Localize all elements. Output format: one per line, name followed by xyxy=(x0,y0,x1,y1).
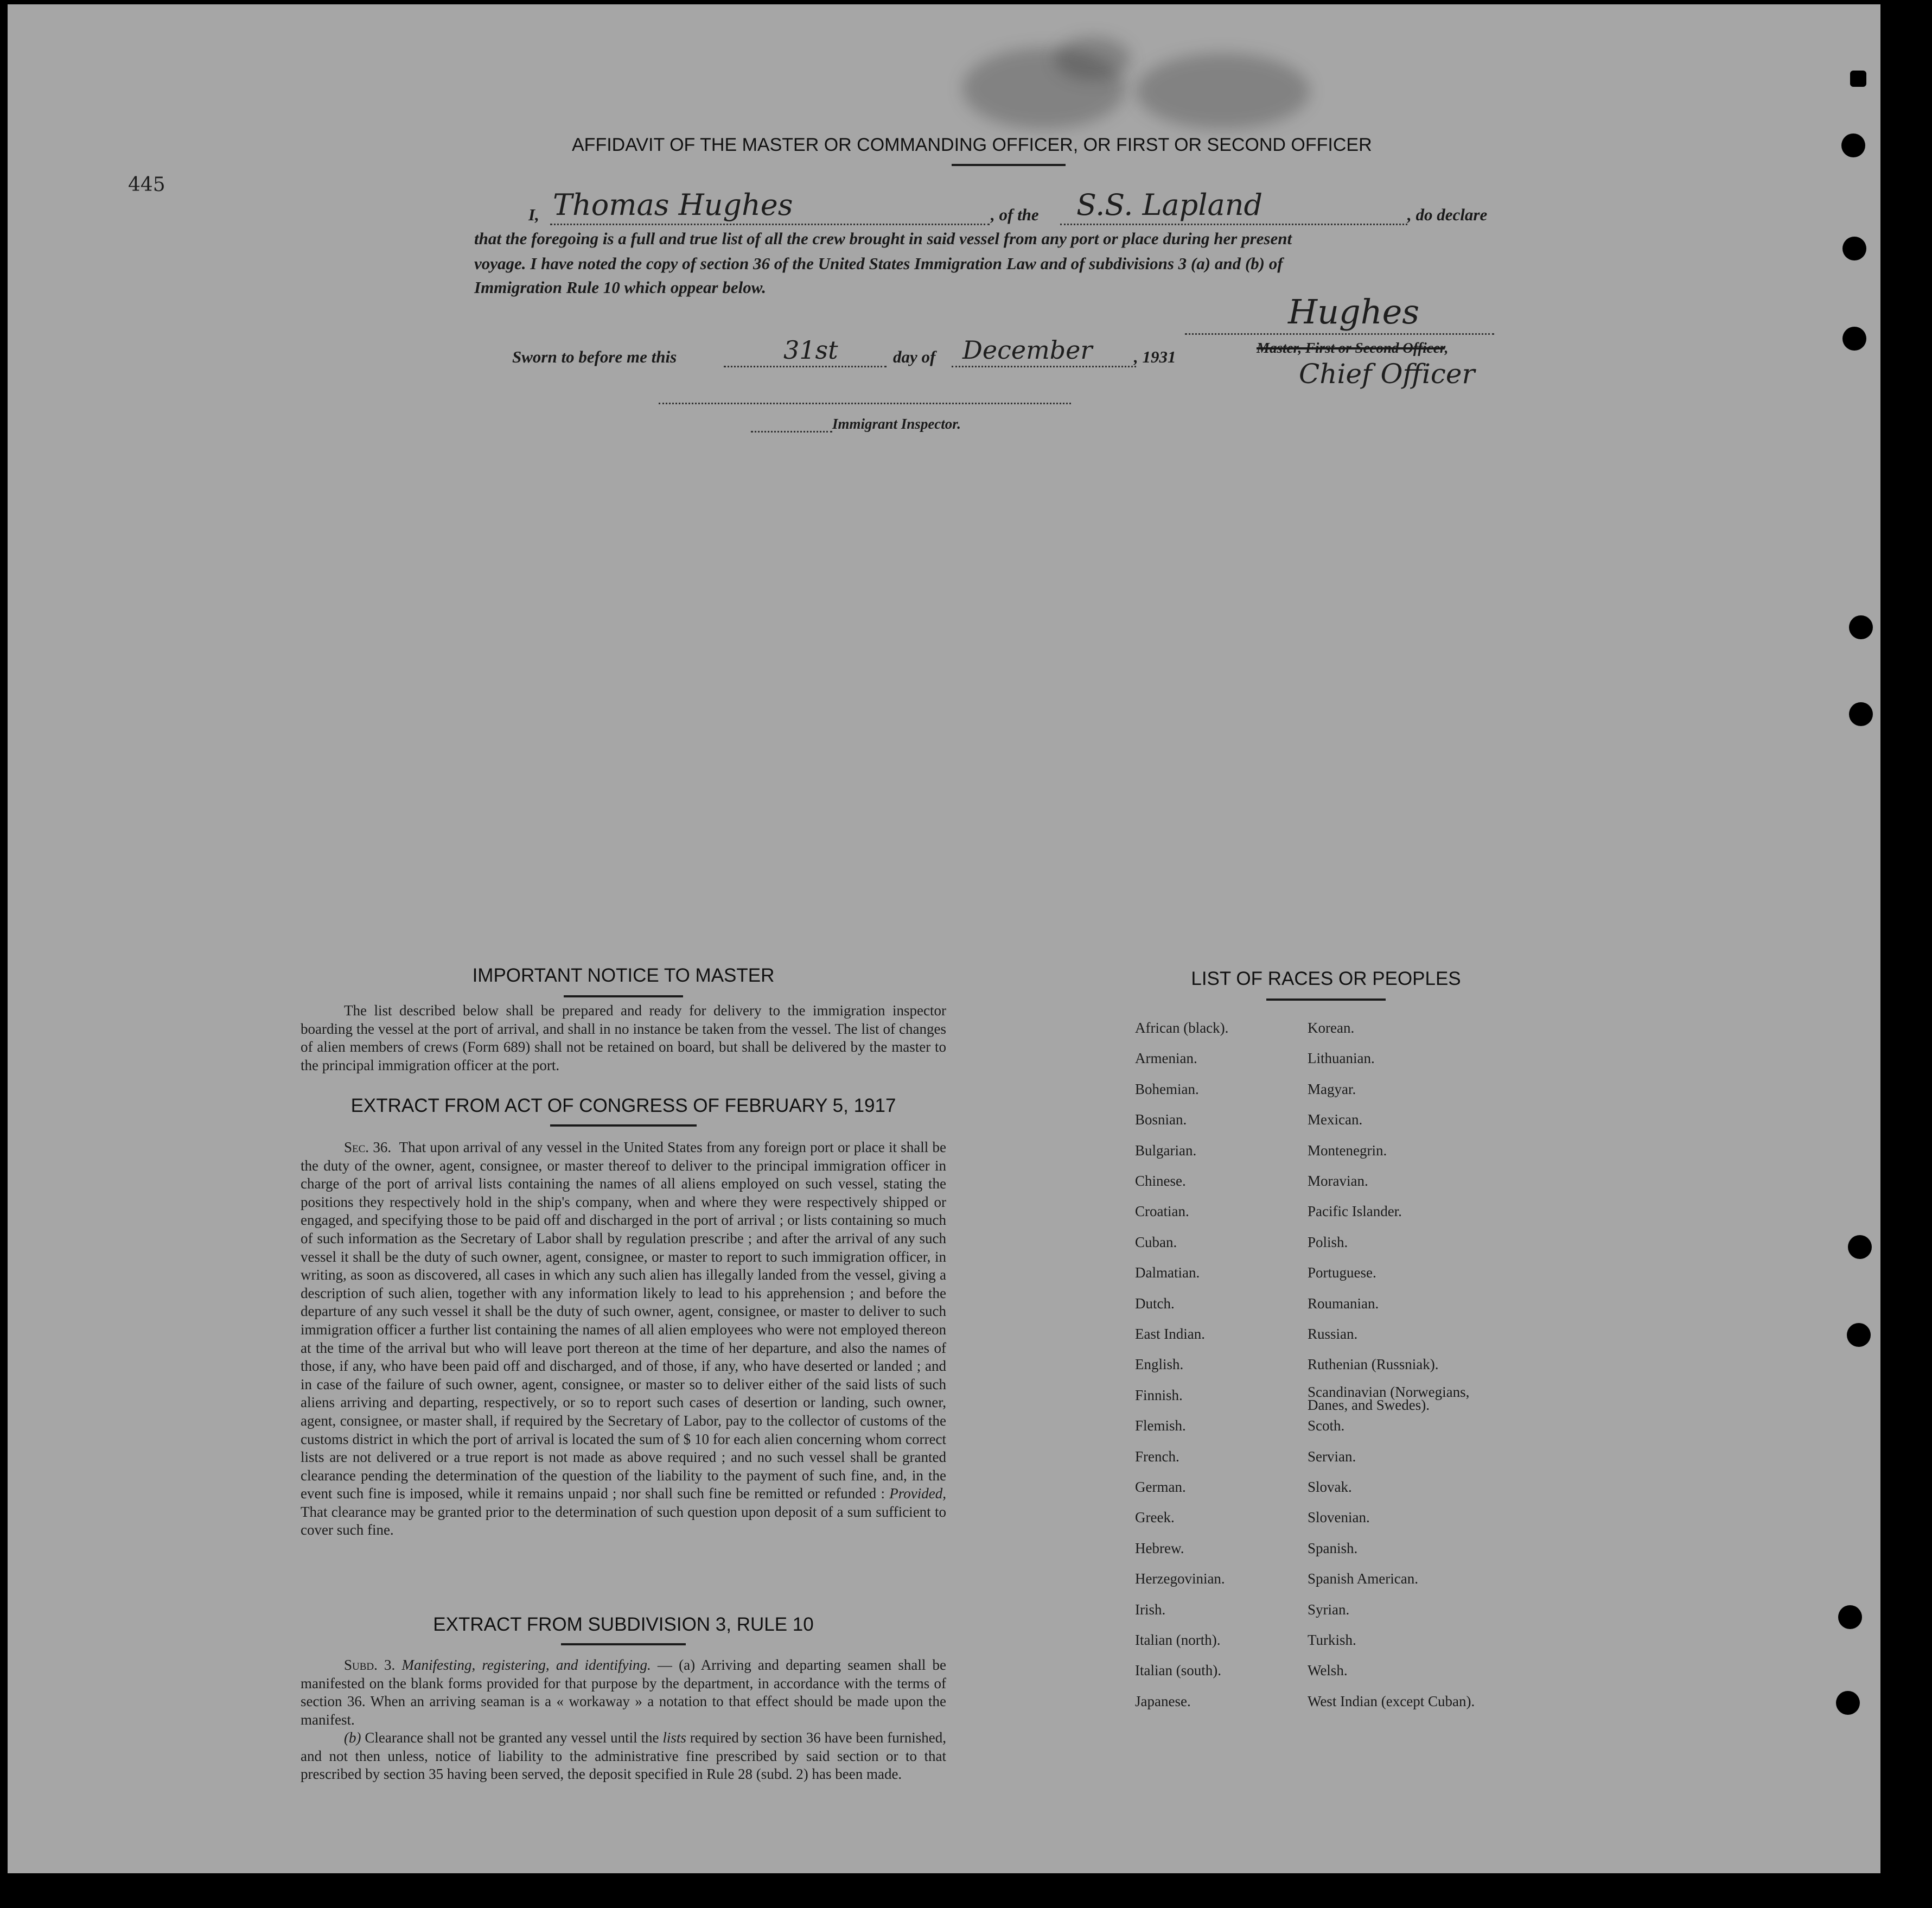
race-item: Dutch. xyxy=(1135,1295,1175,1312)
margin-mark: 445 xyxy=(128,174,165,196)
race-item: Finnish. xyxy=(1135,1387,1183,1403)
document-page xyxy=(8,4,1880,1873)
punch-hole xyxy=(1849,702,1873,726)
officer-name: Thomas Hughes xyxy=(553,188,793,222)
sworn-month: December xyxy=(962,335,1093,365)
title-underline xyxy=(952,164,1066,166)
rule-para-a xyxy=(301,1656,946,1729)
act-text xyxy=(301,1139,946,1540)
race-item: Japanese. xyxy=(1135,1693,1191,1709)
punch-hole xyxy=(1850,71,1866,87)
race-item: Moravian. xyxy=(1308,1173,1368,1189)
races-title: LIST OF RACES OR PEOPLES xyxy=(1191,968,1461,989)
race-item: Turkish. xyxy=(1308,1632,1356,1648)
race-item: Spanish. xyxy=(1308,1540,1358,1556)
rule-subd-label: Subd. 3. xyxy=(344,1657,396,1673)
declare-label: , do declare xyxy=(1407,205,1488,224)
race-item: Polish. xyxy=(1308,1233,1348,1250)
act-title-underline xyxy=(550,1124,697,1127)
act-sec-label: Sec. 36. xyxy=(344,1139,392,1155)
race-item: Flemish. xyxy=(1135,1417,1186,1434)
signature-title xyxy=(1257,340,1449,357)
race-item: Chinese. xyxy=(1135,1173,1186,1189)
rule-para-b-label: (b) xyxy=(344,1729,361,1746)
race-item: French. xyxy=(1135,1448,1179,1465)
punch-hole xyxy=(1848,1235,1872,1259)
sworn-year: , 1931 xyxy=(1134,347,1176,366)
race-item: Russian. xyxy=(1308,1326,1358,1342)
race-item: Irish. xyxy=(1135,1601,1166,1618)
signature: Hughes xyxy=(1288,292,1420,332)
act-text-body: That upon arrival of any vessel in the United States from any foreign port or place it shall be the duty of the owner, agent, consignee, or master thereof to deliver to the principal immigration officer in charge of the port of arrival lists containing the names of all aliens employed on such vessel, stating the positions they respectively hold in the ship's company, when and where they were respectively shipped or engaged, and specifying those to be paid off and discharged in the port of arrival ; or lists containing so much of such information as the Secretary of Labor shall by regulation prescribe ; and after the arrival of any such vessel it shall be the duty of such owner, agent, consignee, or master to report to such immigration officer, in writing, as soon as discovered, all cases in which any such alien has illegally landed from the vessel, giving a description of such alien, together with any information likely to lead to his apprehension ; and before the departure of any such vessel it shall be the duty of such owner, agent, consignee, or master to deliver to such immigration officer a further list containing the names of all alien employees who were not employed thereon at the time of the arrival but who will leave port thereon at the time of her departure, and also the names of those, if any, who have been paid off and discharged, and of those, if any, who have deserted or landed ; and in case of the failure of such owner, agent, consignee, or master so to deliver either of the said lists of such aliens arriving and departing, respectively, or so to report such cases of desertion or landing, such owner, agent, consignee, or master shall, if required by the Secretary of Labor, pay to the collector of customs of the customs district in which the port of arrival is located the sum of $ 10 for each alien concerning whom correct lists are not delivered or a true report is not made as above required ; and no such vessel shall be granted clearance pending the determination of the question of the liability to the payment of such fine, and, in the event such fine is imposed, while it remains unpaid ; nor shall such fine be remitted or refunded : xyxy=(301,1139,947,1502)
race-item: Portuguese. xyxy=(1308,1264,1376,1281)
inspector-signature-line xyxy=(659,403,1071,404)
rule-para-b-end: required by section 36 have been furnished, and not then unless, notice of liability to the administrative fine prescribed by said section or to that prescribed by section 35 having been served, the deposit specified in Rule 28 (subd. 2) has been made. xyxy=(301,1729,946,1783)
rule-title-underline xyxy=(561,1643,686,1645)
rule-subd-heading: Manifesting, registering, and identifying. xyxy=(401,1657,651,1673)
race-item: Herzegovinian. xyxy=(1135,1570,1225,1587)
race-item: Mexican. xyxy=(1308,1111,1363,1128)
races-title-underline xyxy=(1266,998,1386,1001)
race-item: Spanish American. xyxy=(1308,1570,1418,1587)
race-item: Scoth. xyxy=(1308,1417,1345,1434)
signature-title-written: Chief Officer xyxy=(1299,358,1475,390)
signature-title-struck: Master, First or Second Officer xyxy=(1257,340,1445,356)
race-item: Montenegrin. xyxy=(1308,1142,1387,1159)
race-item: Ruthenian (Russniak). xyxy=(1308,1356,1439,1373)
vessel-name: S.S. Lapland xyxy=(1076,188,1263,222)
vessel-name-line xyxy=(1060,224,1407,225)
race-item: Roumanian. xyxy=(1308,1295,1379,1312)
race-item: Korean. xyxy=(1308,1020,1355,1036)
punch-hole xyxy=(1836,1691,1860,1715)
affidavit-line-2: that the foregoing is a full and true list of all the crew brought in said vessel from any port or place during her present xyxy=(474,229,1292,248)
act-text-end: That clearance may be granted prior to the determination of such question upon deposit of a sum sufficient to cover such fine. xyxy=(301,1503,946,1538)
act-provided: Provided, xyxy=(889,1485,947,1502)
punch-hole xyxy=(1842,327,1866,351)
race-item: Armenian. xyxy=(1135,1050,1197,1067)
race-item: Italian (north). xyxy=(1135,1632,1221,1648)
race-item: Greek. xyxy=(1135,1509,1175,1526)
race-item: Bosnian. xyxy=(1135,1111,1187,1128)
affidavit-title: AFFIDAVIT OF THE MASTER OR COMMANDING OFFICER, OR FIRST OR SECOND OFFICER xyxy=(572,135,1372,155)
rule-para-b-italic: lists xyxy=(662,1729,686,1746)
race-item: English. xyxy=(1135,1356,1184,1373)
punch-hole xyxy=(1849,615,1873,639)
rule-para-b-start: Clearance shall not be granted any vessel until the xyxy=(365,1729,659,1746)
race-item: Hebrew. xyxy=(1135,1540,1184,1556)
race-item: Slovak. xyxy=(1308,1479,1352,1495)
sworn-day-line xyxy=(724,366,887,367)
race-item: Welsh. xyxy=(1308,1662,1348,1679)
race-item: African (black). xyxy=(1135,1020,1229,1036)
race-item: Magyar. xyxy=(1308,1080,1356,1097)
inspector-label-line xyxy=(751,431,832,433)
sworn-month-line xyxy=(952,366,1136,367)
officer-name-line xyxy=(550,224,990,225)
race-item: German. xyxy=(1135,1479,1186,1495)
of-the-label: , of the xyxy=(991,205,1039,224)
punch-hole xyxy=(1847,1323,1871,1347)
race-item: Italian (south). xyxy=(1135,1662,1221,1679)
notice-title-underline xyxy=(564,995,683,997)
race-item: Pacific Islander. xyxy=(1308,1203,1402,1220)
affidavit-line-3: voyage. I have noted the copy of section 36 of the United States Immigration Law and of subdivisions 3 (a) and (b) of xyxy=(474,254,1283,273)
race-item: Dalmatian. xyxy=(1135,1264,1200,1281)
notice-text-body: The list described below shall be prepared and ready for delivery to the immigration inspector boarding the vessel at the port of arrival, and shall in no instance be taken from the vessel. The list of changes of alien members of crews (Form 689) shall not be retained on board, but shall be delivered by the master to the principal immigration officer at the port. xyxy=(301,1002,946,1073)
punch-hole xyxy=(1842,237,1866,260)
ink-smudge xyxy=(1055,37,1131,80)
race-item: Cuban. xyxy=(1135,1233,1177,1250)
race-item: Lithuanian. xyxy=(1308,1050,1375,1067)
act-title: EXTRACT FROM ACT OF CONGRESS OF FEBRUARY 5, 1917 xyxy=(350,1095,896,1116)
race-item: Servian. xyxy=(1308,1448,1356,1465)
race-item: Croatian. xyxy=(1135,1203,1189,1220)
affidavit-line-4: Immigration Rule 10 which oppear below. xyxy=(474,278,766,297)
day-of-label: day of xyxy=(893,347,936,366)
ink-smudge xyxy=(1136,53,1310,129)
rule-para-a-text: — (a) Arriving and departing seamen shall be manifested on the blank forms provided for that purpose by the department, in accordance with the terms of section 36. When an arriving seaman is a « workaway » a notation to that effect should be made upon the manifest. xyxy=(301,1657,946,1728)
affidavit-prefix: I, xyxy=(528,205,539,224)
race-item: East Indian. xyxy=(1135,1326,1205,1342)
signature-title-comma: , xyxy=(1444,340,1449,356)
race-item: Bulgarian. xyxy=(1135,1142,1197,1159)
punch-hole xyxy=(1838,1605,1862,1629)
rule-para-b xyxy=(301,1729,946,1784)
notice-title: IMPORTANT NOTICE TO MASTER xyxy=(472,965,775,986)
sworn-label: Sworn to before me this xyxy=(512,347,677,366)
race-item: Slovenian. xyxy=(1308,1509,1370,1526)
race-item: West Indian (except Cuban). xyxy=(1308,1693,1475,1709)
notice-text xyxy=(301,1002,946,1074)
punch-hole xyxy=(1841,133,1865,157)
signature-line xyxy=(1185,333,1494,335)
inspector-label: Immigrant Inspector. xyxy=(832,416,961,432)
sworn-day: 31st xyxy=(783,335,838,365)
race-item: Scandinavian (Norwegians, Danes, and Swedes). xyxy=(1308,1383,1470,1413)
race-item: Syrian. xyxy=(1308,1601,1350,1618)
rule-title: EXTRACT FROM SUBDIVISION 3, RULE 10 xyxy=(433,1614,814,1635)
race-item: Bohemian. xyxy=(1135,1080,1199,1097)
